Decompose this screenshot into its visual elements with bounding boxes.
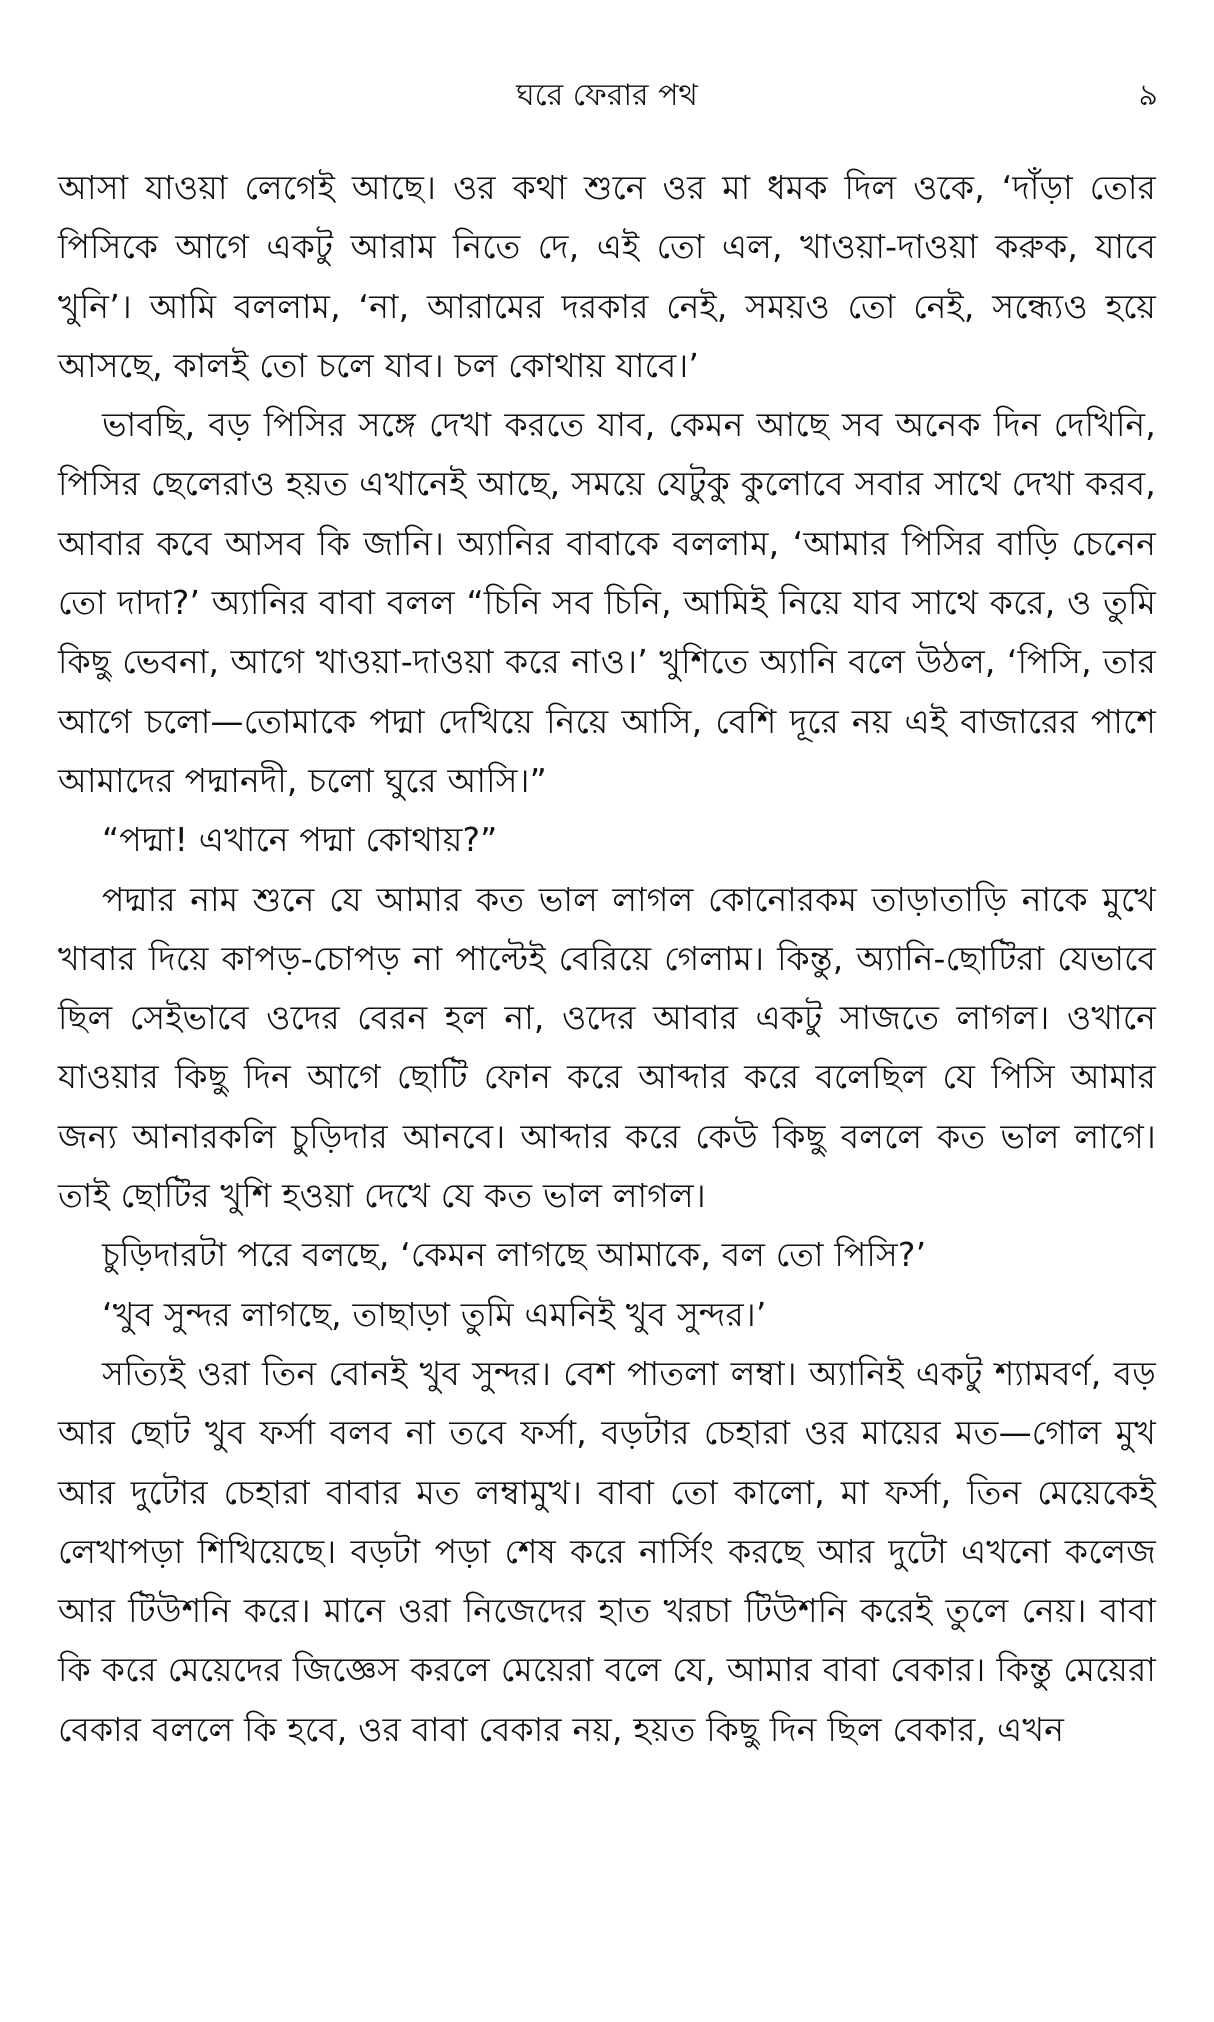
paragraph: সত্যিই ওরা তিন বোনই খুব সুন্দর। বেশ পাতলা লম্বা। অ্যানিই একটু শ্যামবর্ণ, বড় আর ছোট খুব ফর্সা বলব না তবে ফর্সা, বড়টার চেহারা ওর মায়ের মত—গোল মুখ আর দুটোর চেহারা বাবার মত লম্বামুখ। বাবা তো কালো, মা ফর্সা, তিন মেয়েকেই লেখাপড়া শিখিয়েছে। বড়টা পড়া শেষ করে নার্সিং করছে আর দুটো এখনো কলেজ আর টিউশনি করে। মানে ওরা নিজেদের হাত খরচা টিউশনি করেই তুলে নেয়। বাবা কি করে মেয়েদের জিজ্ঞেস করলে মেয়েরা বলে যে, আমার বাবা বেকার। কিন্তু মেয়েরা বেকার বললে কি হবে, ওর বাবা বেকার নয়, হয়ত কিছু দিন ছিল বেকার, এখন [58,1353,1156,1749]
paragraph: “পদ্মা! এখানে পদ্মা কোথায়?” [102,820,498,860]
paragraph: পদ্মার নাম শুনে যে আমার কত ভাল লাগল কোনোরকম তাড়াতাড়ি নাকে মুখে খাবার দিয়ে কাপড়-চোপড় না পাল্টেই বেরিয়ে গেলাম। কিন্তু, অ্যানি-ছোটিরা যেভাবে ছিল সেইভাবে ওদের বেরন হল না, ওদের আবার একটু সাজতে লাগল। ওখানে যাওয়ার কিছু দিন আগে ছোটি ফোন করে আব্দার করে বলেছিল যে পিসি আমার জন্য আনারকলি চুড়িদার আনবে। আব্দার করে কেউ কিছু বললে কত ভাল লাগে। তাই ছোটির খুশি হওয়া দেখে যে কত ভাল লাগল। [58,879,1156,1216]
running-title: ঘরে ফেরার পথ [516,78,698,113]
text-body [58,158,1156,1759]
running-head [0,76,1214,116]
page-number: ৯ [1138,78,1158,113]
paragraph: ‘খুব সুন্দর লাগছে, তাছাড়া তুমি এমনিই খুব সুন্দর।’ [102,1294,767,1334]
paragraph: চুড়িদারটা পরে বলছে, ‘কেমন লাগছে আমাকে, বল তো পিসি?’ [102,1235,927,1275]
paragraph: আসা যাওয়া লেগেই আছে। ওর কথা শুনে ওর মা ধমক দিল ওকে, ‘দাঁড়া তোর পিসিকে আগে একটু আরাম নিতে দে, এই তো এল, খাওয়া-দাওয়া করুক, যাবে খুনি’। আমি বললাম, ‘না, আরামের দরকার নেই, সময়ও তো নেই, সন্ধ্যেও হয়ে আসছে, কালই তো চলে যাব। চল কোথায় যাবে।’ [58,168,1156,385]
paragraph: ভাবছি, বড় পিসির সঙ্গে দেখা করতে যাব, কেমন আছে সব অনেক দিন দেখিনি, পিসির ছেলেরাও হয়ত এখানেই আছে, সময়ে যেটুকু কুলোবে সবার সাথে দেখা করব, আবার কবে আসব কি জানি। অ্যানির বাবাকে বললাম, ‘আমার পিসির বাড়ি চেনেন তো দাদা?’ অ্যানির বাবা বলল “চিনি সব চিনি, আমিই নিয়ে যাব সাথে করে, ও তুমি কিছু ভেবনা, আগে খাওয়া-দাওয়া করে নাও।’ খুশিতে অ্যানি বলে উঠল, ‘পিসি, তার আগে চলো—তোমাকে পদ্মা দেখিয়ে নিয়ে আসি, বেশি দূরে নয় এই বাজারের পাশে আমাদের পদ্মানদী, চলো ঘুরে আসি।” [58,405,1156,800]
